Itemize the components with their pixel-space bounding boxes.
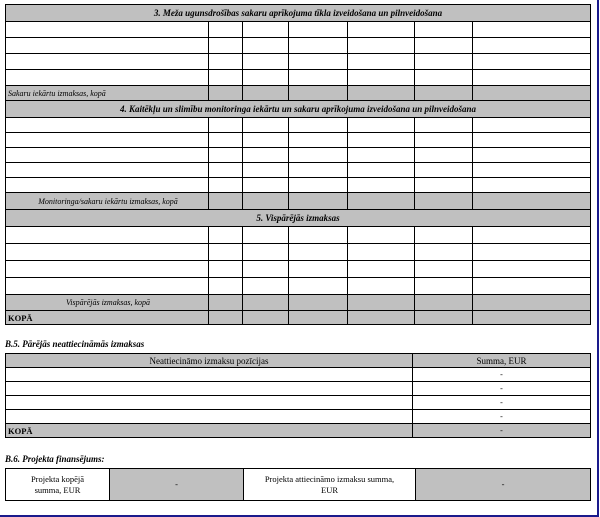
table-row[interactable] — [6, 118, 591, 133]
b5-total-row — [6, 424, 591, 438]
table-row[interactable] — [6, 22, 591, 38]
table-row[interactable] — [6, 278, 591, 295]
section5-subtotal-label: Vispārējās izmaksas, kopā — [6, 295, 209, 311]
b6-title: B.6. Projekta finansējums: — [5, 454, 105, 464]
b5-col-sum: Summa, EUR — [413, 354, 591, 368]
table-row[interactable] — [6, 148, 591, 163]
b5-row-value: - — [413, 382, 591, 396]
table-row[interactable] — [6, 38, 591, 54]
total-row — [6, 311, 591, 325]
table-row[interactable] — [6, 54, 591, 70]
section5-header-row — [6, 210, 591, 227]
table-row[interactable] — [6, 70, 591, 86]
table-row[interactable] — [6, 396, 591, 410]
b5-row-value: - — [413, 410, 591, 424]
table-row[interactable] — [6, 382, 591, 396]
section4-subtotal-label: Monitoringa/sakaru iekārtu izmaksas, kopā — [6, 193, 209, 210]
section3-title: 3. Meža ugunsdrošības sakaru aprīkojuma tīkla izveidošana un pilnveidošana — [6, 5, 591, 22]
cost-table — [5, 4, 591, 325]
table-row[interactable] — [6, 163, 591, 178]
table-row[interactable] — [6, 410, 591, 424]
b6-total-sum-label: Projekta kopējā summa, EUR — [6, 469, 110, 501]
b6-table — [5, 468, 591, 501]
section3-subtotal-label: Sakaru iekārtu izmaksas, kopā — [6, 86, 209, 101]
b6-row — [6, 469, 591, 501]
section4-header-row — [6, 101, 591, 118]
b5-header-row — [6, 354, 591, 368]
section5-title: 5. Vispārējās izmaksas — [6, 210, 591, 227]
total-label: KOPĀ — [6, 311, 209, 325]
b6-eligible-value[interactable]: - — [416, 469, 591, 501]
table-row[interactable] — [6, 261, 591, 278]
section3-header-row — [6, 5, 591, 22]
table-row[interactable] — [6, 133, 591, 148]
b5-row-value: - — [413, 396, 591, 410]
b5-title: B.5. Pārējās neattiecināmās izmaksas — [5, 339, 145, 349]
b5-total-value: - — [413, 424, 591, 438]
table-row[interactable] — [6, 227, 591, 244]
b5-col-position: Neattiecināmo izmaksu pozīcijas — [6, 354, 413, 368]
section3-subtotal-row — [6, 86, 591, 101]
table-row[interactable] — [6, 368, 591, 382]
b5-table — [5, 353, 591, 438]
b5-total-label: KOPĀ — [6, 424, 413, 438]
b6-eligible-label: Projekta attiecināmo izmaksu summa, EUR — [244, 469, 416, 501]
b5-row-value: - — [413, 368, 591, 382]
section4-title: 4. Kaitēkļu un slimību monitoringa iekārtu un sakaru aprīkojuma izveidošana un pilnveidošana — [6, 101, 591, 118]
section5-subtotal-row — [6, 295, 591, 311]
b6-total-sum-value[interactable]: - — [110, 469, 244, 501]
table-row[interactable] — [6, 178, 591, 193]
table-row[interactable] — [6, 244, 591, 261]
section4-subtotal-row — [6, 193, 591, 210]
